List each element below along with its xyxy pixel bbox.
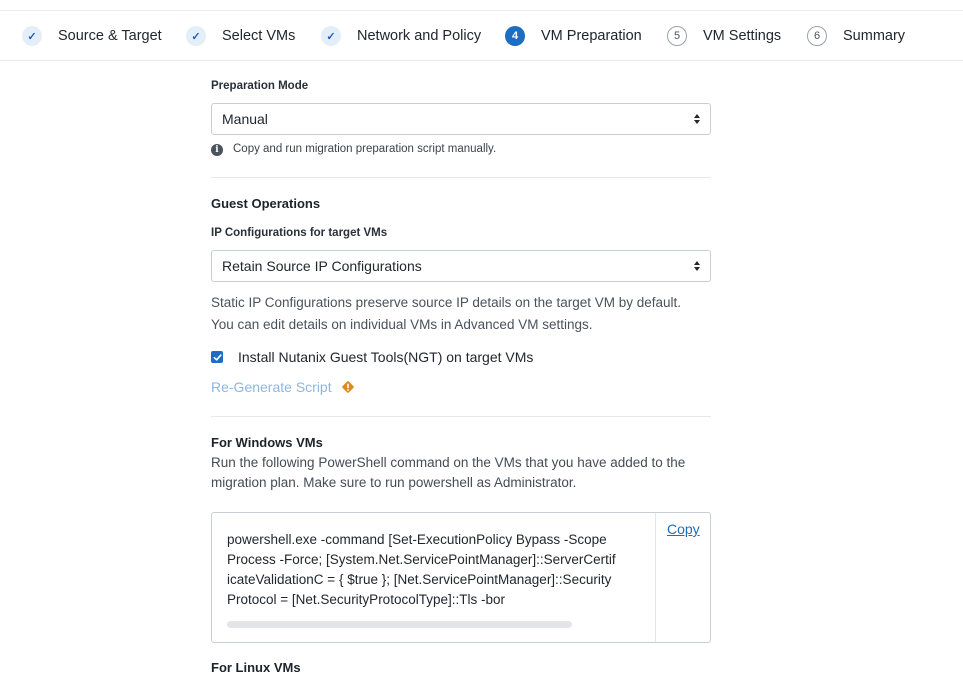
windows-vms-title: For Windows VMs [211, 435, 323, 450]
windows-description [211, 453, 731, 493]
check-icon: ✓ [186, 26, 206, 46]
ip-config-description [211, 292, 731, 336]
linux-vms-title: For Linux VMs [211, 660, 301, 675]
step-summary[interactable] [807, 25, 905, 47]
ip-config-value: Retain Source IP Configurations [222, 258, 422, 274]
step-source-target[interactable] [22, 25, 162, 47]
ip-config-select[interactable] [211, 250, 711, 282]
regenerate-script-row [211, 379, 355, 395]
step-number: 6 [807, 26, 827, 46]
step-vm-settings[interactable] [667, 25, 781, 47]
check-icon: ✓ [22, 26, 42, 46]
ngt-checkbox-row[interactable] [211, 349, 533, 365]
info-icon: i [211, 144, 223, 156]
code-box-divider [655, 513, 656, 642]
section-divider [211, 177, 711, 178]
guest-operations-title: Guest Operations [211, 196, 321, 211]
ngt-checkbox-label: Install Nutanix Guest Tools(NGT) on target VMs [238, 349, 534, 365]
windows-description-line: Run the following PowerShell command on the VMs that you have added to the [211, 455, 686, 470]
step-label: VM Settings [703, 28, 782, 44]
step-label: Select VMs [222, 28, 296, 44]
check-icon: ✓ [321, 26, 341, 46]
regenerate-script-link[interactable]: Re-Generate Script [211, 379, 332, 395]
wizard-stepper [0, 0, 963, 61]
check-icon [213, 353, 222, 362]
powershell-command-box [211, 512, 711, 643]
copy-command-button[interactable]: Copy [667, 521, 700, 537]
step-label: VM Preparation [541, 28, 642, 44]
horizontal-scrollbar[interactable] [227, 621, 572, 628]
step-label: Source & Target [58, 28, 162, 44]
step-network-policy[interactable] [321, 25, 481, 47]
step-label: Network and Policy [357, 28, 482, 44]
preparation-mode-label: Preparation Mode [211, 80, 309, 92]
step-vm-preparation[interactable] [505, 25, 642, 47]
step-number: 5 [667, 26, 687, 46]
ip-config-label: IP Configurations for target VMs [211, 227, 388, 239]
windows-description-line: migration plan. Make sure to run powershell as Administrator. [211, 475, 577, 490]
sort-arrows-icon [694, 112, 700, 126]
ngt-checkbox[interactable] [211, 351, 223, 363]
preparation-hint-text: Copy and run migration preparation script manually. [233, 143, 497, 155]
ip-config-description-line: Static IP Configurations preserve source IP details on the target VM by default. [211, 295, 682, 310]
sort-arrows-icon [694, 259, 700, 273]
step-select-vms[interactable] [186, 25, 295, 47]
powershell-command-text[interactable]: powershell.exe -command [Set-ExecutionPolicy Bypass -Scope Process -Force; [System.Net.ServicePointManager]::ServerCertificateValidationC = { $true }; [Net.ServicePointManager]::SecurityProtocol = [Net.SecurityProtocolType]::Tls -bor [227, 532, 616, 607]
step-number: 4 [505, 26, 525, 46]
section-divider [211, 416, 711, 417]
ip-config-description-line: You can edit details on individual VMs in Advanced VM settings. [211, 317, 593, 332]
preparation-mode-value: Manual [222, 111, 268, 127]
warning-icon [341, 380, 355, 394]
preparation-mode-select[interactable] [211, 103, 711, 135]
step-label: Summary [843, 28, 906, 44]
preparation-hint [211, 142, 496, 156]
